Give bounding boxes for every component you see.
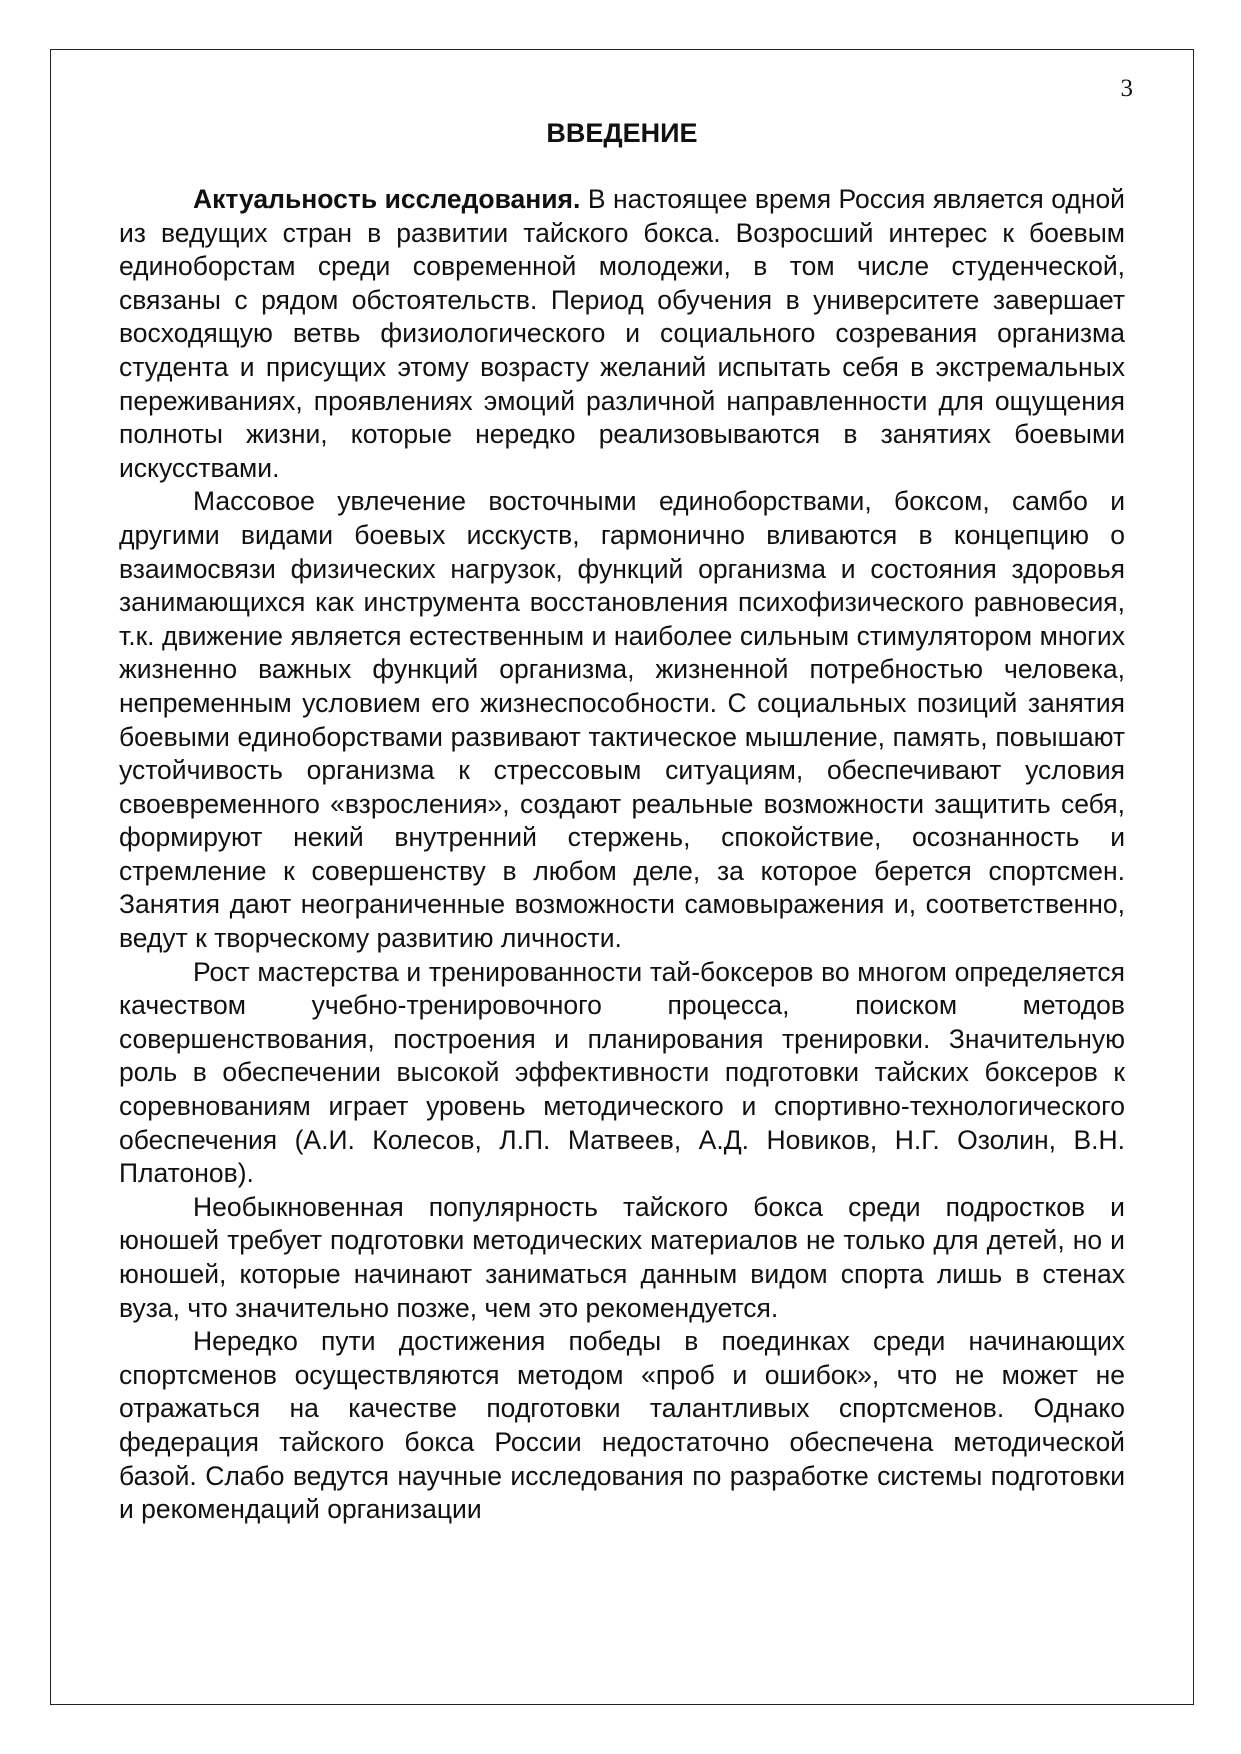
paragraph-training: Рост мастерства и тренированности тай-боксеров во многом определяется качеством учебно-тренировочного процесса, поиском методов совершенствования, построения и планирования тренировки. Значительную роль в обеспечении высокой эффективности подготовки тайских боксеров к соревнованиям играет уровень методического и спортивно-технологического обеспечения (А.И. Колесов, Л.П. Матвеев, А.Д. Новиков, Н.Г. Озолин, В.Н. Платонов). [119,956,1125,1189]
section-heading: ВВЕДЕНИЕ [546,118,698,148]
paragraph-relevance [119,183,1125,485]
page-number: 3 [1120,75,1133,102]
paragraph-text: В настоящее время Россия является одной из ведущих стран в развитии тайского бокса. Возросший интерес к боевым единоборстам среди современной молодежи, в том числе студенческой, связаны с рядом обстоятельств. Период обучения в университете завершает восходящую ветвь физиологического и социального созревания организма студента и присущих этому возрасту желаний испытать себя в экстремальных переживаниях, проявлениях эмоций различной направленности для ощущения полноты жизни, которые нередко реализовываются в занятиях боевыми искусствами. [119,184,1125,483]
paragraph-popularity: Необыкновенная популярность тайского бокса среди подростков и юношей требует подготовки методических материалов не только для детей, но и юношей, которые начинают заниматься данным видом спорта лишь в стенах вуза, что значительно позже, чем это рекомендуется. [119,1191,1125,1323]
paragraph-methods: Нередко пути достижения победы в поединках среди начинающих спортсменов осуществляются методом «проб и ошибок», что не может не отражаться на качестве подготовки талантливых спортсменов. Однако федерация тайского бокса России недостаточно обеспечена методической базой. Слабо ведутся научные исследования по разработке системы подготовки и рекомендаций организации [119,1326,1125,1525]
paragraph-martial-arts: Массовое увлечение восточными единоборствами, боксом, самбо и другими видами боевых исскуств, гармонично вливаются в концепцию о взаимосвязи физических нагрузок, функций организма и состояния здоровья занимающихся как инструмента восстановления психофизического равновесия, т.к. движение является естественным и наиболее сильным стимулятором многих жизненно важных функций организма, жизненной потребностью человека, непременным условием его жизнеспособности. С социальных позиций занятия боевыми единоборствами развивают тактическое мышление, память, повышают устойчивость организма к стрессовым ситуациям, обеспечивают условия своевременного «взросления», создают реальные возможности защитить себя, формируют некий внутренний стержень, спокойствие, осознанность и стремление к совершенству в любом деле, за которое берется спортсмен. Занятия дают неограниченные возможности самовыражения и, соответственно, ведут к творческому развитию личности. [119,486,1125,954]
lead-term: Актуальность исследования. [193,184,581,214]
document-body [119,183,1125,1527]
